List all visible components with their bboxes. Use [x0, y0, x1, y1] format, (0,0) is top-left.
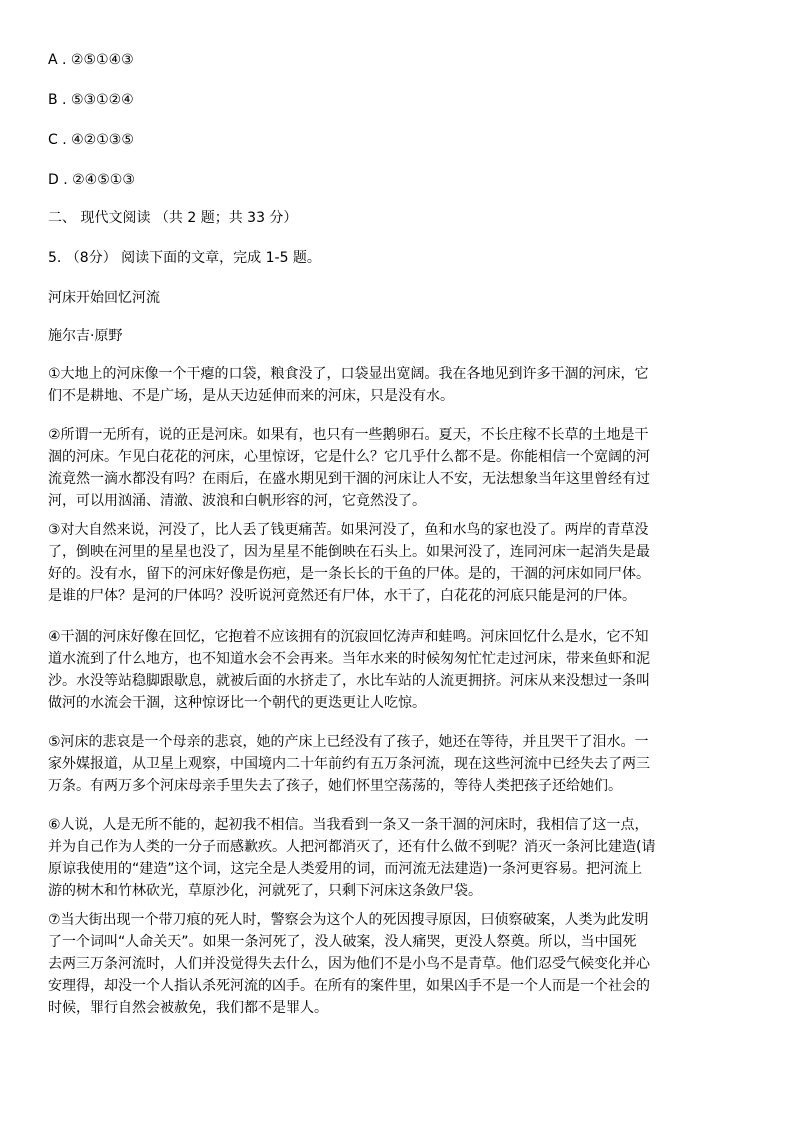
paragraph-line: 原谅我使用的“建造”这个词，这完全是人类爱用的词，而河流无法建造)一条河更容易。把河流上: [48, 861, 642, 877]
paragraph-line: ①大地上的河床像一个干瘪的口袋，粮食没了，口袋显出宽阔。我在各地见到许多干涸的河床，它: [48, 366, 649, 382]
paragraph-line: 游的树木和竹林砍光，草原沙化，河就死了，只剩下河床这条敛尸袋。: [48, 883, 482, 899]
article-paragraph-7: [48, 909, 748, 1019]
paragraph-line: 做河的水流会干涸，这种惊讶比一个朝代的更迭更让人吃惊。: [48, 695, 426, 711]
article-paragraph-4: [48, 626, 748, 714]
paragraph-line: 涸的河床。乍见白花花的河床，心里惊讶，它是什么？它几乎什么都不是。你能相信一个宽阔的河: [48, 449, 650, 465]
paragraph-line: 道水流到了什么地方，也不知道水会不会再来。当年水来的时候匆匆忙忙走过河床，带来鱼虾和泥: [48, 651, 650, 667]
paragraph-line: 流竟然一滴水都没有吗？在雨后，在盛水期见到干涸的河床让人不安，无法想象当年这里曾经有过: [48, 471, 650, 487]
option-b[interactable]: B . ⑤③①②④: [48, 92, 134, 108]
paragraph-line: 去两三万条河流时，人们并没觉得失去什么，因为他们不是小鸟不是青草。他们忍受气候变化并心: [48, 956, 650, 972]
paragraph-line: 家外媒报道，从卫星上观察，中国境内二十年前约有五万条河流，现在这些河流中已经失去了两三: [48, 756, 650, 772]
paragraph-line: ②所谓一无所有，说的正是河床。如果有，也只有一些鹅卵石。夏天，不长庄稼不长草的土地是干: [48, 427, 649, 443]
option-a[interactable]: A . ②⑤①④③: [48, 52, 134, 68]
section-heading: 二、 现代文阅读 （共 2 题；共 33 分）: [48, 210, 298, 226]
article-paragraph-5: [48, 731, 748, 797]
paragraph-line: 安理得，却没一个人指认杀死河流的凶手。在所有的案件里，如果凶手不是一个人而是一个社会的: [48, 978, 650, 994]
paragraph-line: ⑥人说，人是无所不能的，起初我不相信。当我看到一条又一条干涸的河床时，我相信了这一点，: [48, 817, 649, 833]
paragraph-line: ⑦当大街出现一个带刀痕的死人时，警察会为这个人的死因搜寻原因，曰侦察破案，人类为此发明: [48, 912, 649, 928]
paragraph-line: 们不是耕地、不是广场，是从天边延伸而来的河床，只是没有水。: [48, 388, 454, 404]
article-paragraph-2: [48, 424, 748, 512]
option-d[interactable]: D . ②④⑤①③: [48, 172, 135, 188]
paragraph-line: 沙。水没等站稳脚跟歇息，就被后面的水挤走了，水比车站的人流更拥挤。河床从来没想过一条叫: [48, 673, 650, 689]
paragraph-line: 时候，罪行自然会被赦免，我们都不是罪人。: [48, 1000, 328, 1016]
paragraph-line: ④干涸的河床好像在回忆，它抱着不应该拥有的沉寂回忆涛声和蛙鸣。河床回忆什么是水，它不知: [48, 629, 649, 645]
question-prompt: 5. （8分） 阅读下面的文章，完成 1-5 题。: [48, 250, 321, 266]
article-author: 施尔吉·原野: [48, 328, 123, 344]
paragraph-line: ③对大自然来说，河没了，比人丢了钱更痛苦。如果河没了，鱼和水鸟的家也没了。两岸的青草没: [48, 522, 649, 538]
paragraph-line: ⑤河床的悲哀是一个母亲的悲哀，她的产床上已经没有了孩子，她还在等待，并且哭干了泪水。一: [48, 734, 649, 750]
article-paragraph-6: [48, 814, 748, 902]
option-c[interactable]: C . ④②①③⑤: [48, 132, 134, 148]
article-paragraph-1: [48, 363, 748, 407]
paragraph-line: 是谁的尸体？是河的尸体吗？没听说河竟然还有尸体，水干了，白花花的河底只能是河的尸体。: [48, 588, 636, 604]
paragraph-line: 了一个词叫“人命关天”。如果一条河死了，没人破案，没人痛哭，更没人祭奠。所以，当中国死: [48, 934, 637, 950]
article-title: 河床开始回忆河流: [48, 290, 160, 306]
paragraph-line: 河，可以用汹涌、清澈、波浪和白帆形容的河，它竟然没了。: [48, 493, 426, 509]
paragraph-line: 好的。没有水，留下的河床好像是伤疤，是一条长长的干鱼的尸体。是的，干涸的河床如同尸体。: [48, 566, 650, 582]
article-paragraph-3: [48, 519, 748, 607]
paragraph-line: 万条。有两万多个河床母亲手里失去了孩子，她们怀里空荡荡的，等待人类把孩子还给她们。: [48, 778, 622, 794]
paragraph-line: 并为自己作为人类的一分子而感歉疚。人把河都消灭了，还有什么做不到呢？消灭一条河比建造(请: [48, 839, 656, 855]
paragraph-line: 了，倒映在河里的星星也没了，因为星星不能倒映在石头上。如果河没了，连同河床一起消失是最: [48, 544, 650, 560]
